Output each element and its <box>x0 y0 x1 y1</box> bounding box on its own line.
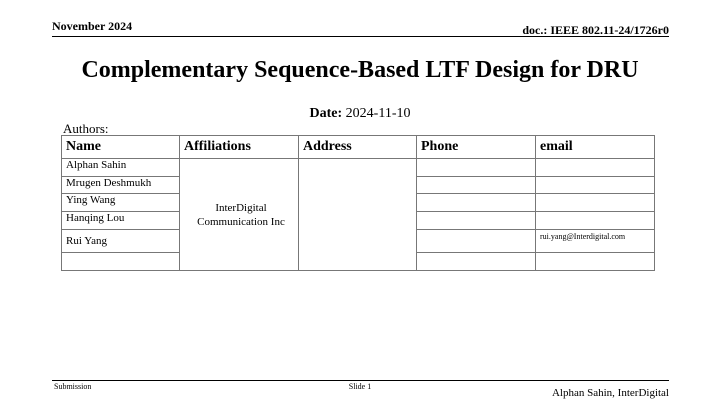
affiliation-cell <box>180 159 299 271</box>
footer-author: Alphan Sahin, InterDigital <box>551 387 669 399</box>
authors-table <box>61 135 655 271</box>
header-name: Name <box>62 136 180 159</box>
affiliation-line2: Communication Inc <box>197 215 285 228</box>
email-cell <box>536 253 655 271</box>
author-name: Rui Yang <box>62 230 180 253</box>
date-value: 2024-11-10 <box>345 106 411 121</box>
footer-slide-number: Slide 1 <box>348 382 372 391</box>
header-email: email <box>536 136 655 159</box>
author-name <box>62 253 180 271</box>
date-label: Date: <box>309 106 343 121</box>
phone-cell <box>417 177 536 194</box>
author-name: Alphan Sahin <box>62 159 180 177</box>
header-affiliations: Affiliations <box>180 136 299 159</box>
phone-cell <box>417 230 536 253</box>
author-name: Ying Wang <box>62 194 180 212</box>
email-cell <box>536 159 655 177</box>
email-cell <box>536 177 655 194</box>
author-name: Mrugen Deshmukh <box>62 177 180 194</box>
date-line <box>0 106 720 122</box>
table-header-row <box>62 136 655 159</box>
header-divider <box>52 36 669 37</box>
author-name: Hanqing Lou <box>62 212 180 230</box>
email-cell <box>536 212 655 230</box>
slide-title: Complementary Sequence-Based LTF Design for DRU <box>81 57 639 83</box>
header-date: November 2024 <box>52 19 133 33</box>
address-cell <box>299 159 417 271</box>
table-row <box>62 159 655 177</box>
phone-cell <box>417 253 536 271</box>
phone-cell <box>417 194 536 212</box>
footer-divider <box>52 380 669 381</box>
phone-cell <box>417 212 536 230</box>
footer-submission: Submission <box>54 382 92 391</box>
header-phone: Phone <box>417 136 536 159</box>
affiliation-line1: InterDigital <box>215 201 267 214</box>
phone-cell <box>417 159 536 177</box>
email-cell <box>536 194 655 212</box>
authors-label: Authors: <box>63 121 109 136</box>
email-cell: rui.yang@Interdigital.com <box>536 230 655 253</box>
header-doc-id: doc.: IEEE 802.11-24/1726r0 <box>522 23 669 37</box>
header-address: Address <box>299 136 417 159</box>
